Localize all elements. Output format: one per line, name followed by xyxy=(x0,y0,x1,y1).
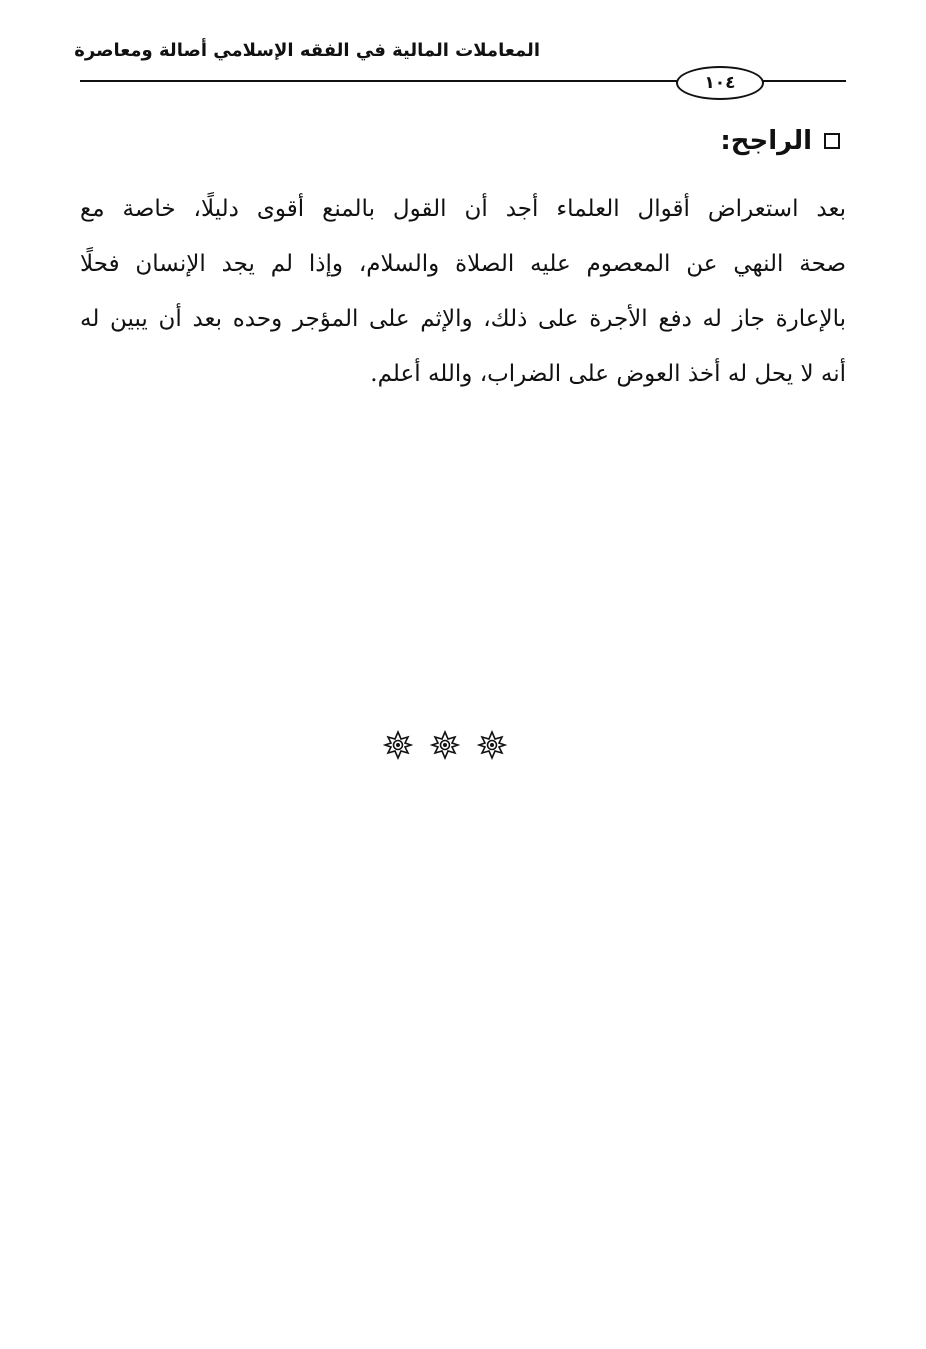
flower-ornament-icon xyxy=(383,730,413,760)
section-heading-text: الراجح: xyxy=(720,126,812,156)
paragraph-line: بالإعارة جاز له دفع الأجرة على ذلك، والإثم على المؤجر وحده بعد أن يبين له xyxy=(80,306,846,332)
running-header-title: المعاملات المالية في الفقه الإسلامي أصالة ومعاصرة xyxy=(74,40,540,61)
paragraph-line: أنه لا يحل له أخذ العوض على الضراب، والله أعلم. xyxy=(370,361,846,387)
body-paragraph xyxy=(80,182,846,402)
checkbox-icon xyxy=(824,133,840,149)
flower-ornament-icon xyxy=(430,730,460,760)
section-heading xyxy=(720,126,840,156)
paragraph-line: بعد استعراض أقوال العلماء أجد أن القول بالمنع أقوى دليلًا، خاصة مع xyxy=(80,196,846,222)
paragraph-line: صحة النهي عن المعصوم عليه الصلاة والسلام، وإذا لم يجد الإنسان فحلًا xyxy=(80,251,846,277)
flower-ornament-icon xyxy=(477,730,507,760)
section-separator xyxy=(383,730,507,760)
page-number: ١٠٤ xyxy=(676,66,764,100)
